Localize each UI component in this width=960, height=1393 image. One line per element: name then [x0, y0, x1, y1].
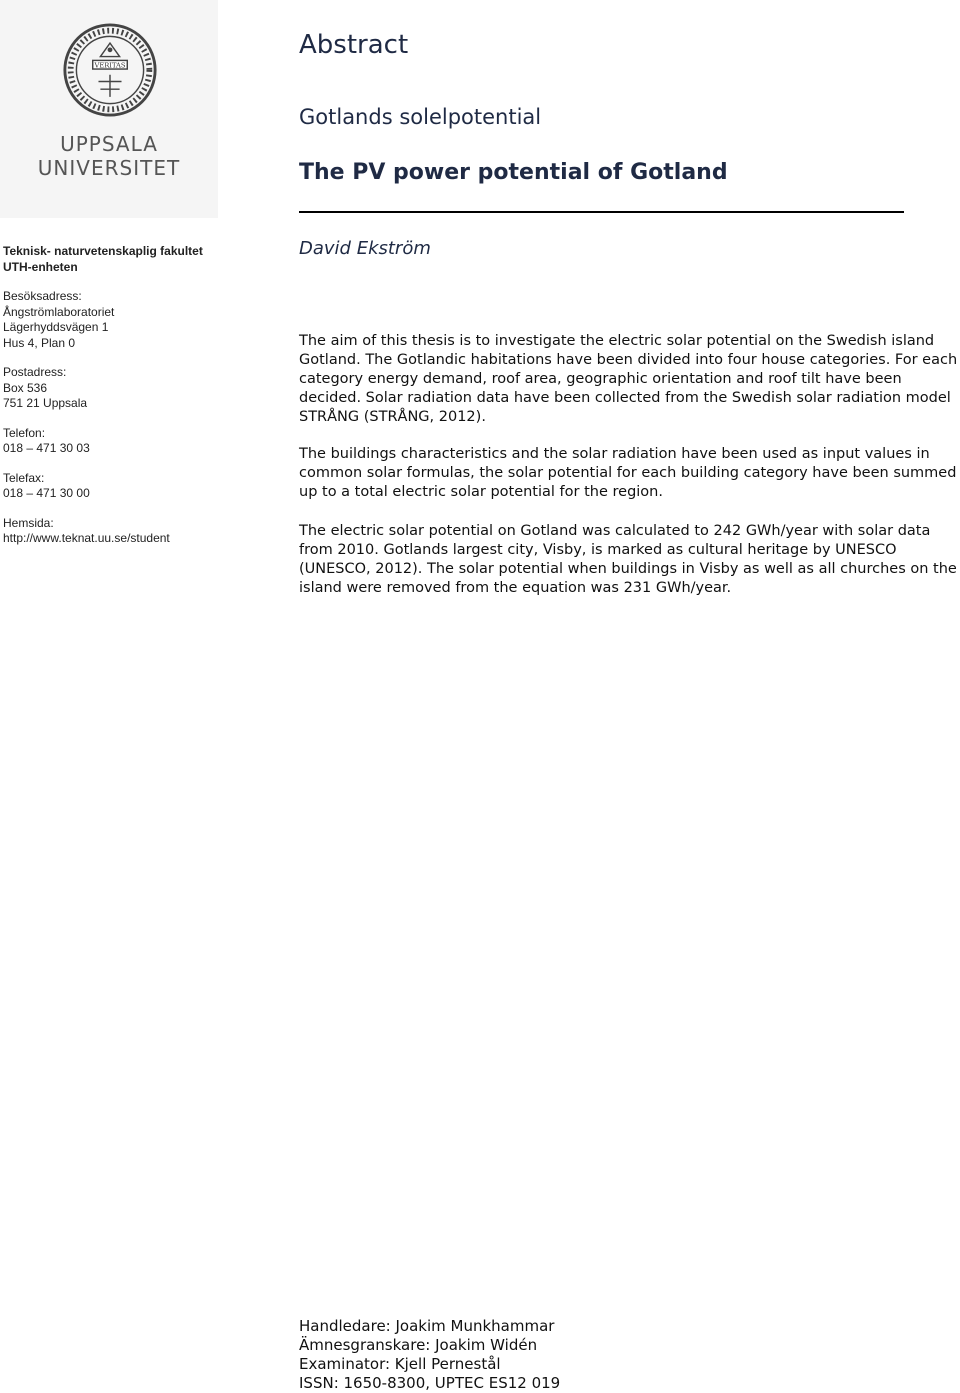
postal-label: Postadress:: [3, 365, 67, 379]
contact-info: [3, 244, 233, 561]
postal-line: Box 536: [3, 380, 48, 395]
subject-reviewer: Ämnesgranskare: Joakim Widén: [299, 1336, 538, 1354]
logo-line-1: UPPSALA: [60, 132, 158, 156]
issn: ISSN: 1650-8300, UPTEC ES12 019: [299, 1374, 561, 1392]
logo-line-2: UNIVERSITET: [37, 156, 181, 180]
visiting-line: Lägerhyddsvägen 1: [3, 320, 109, 334]
page-heading: Abstract: [299, 30, 409, 60]
abstract-paragraph-1: The aim of this thesis is to investigate the electric solar potential on the Swedish island Gotland. The Gotlandic habitations have been divided into four house categories. For each category energy demand, roof area, geographic orientation and roof tilt have been decided. Solar radiation data have been collected from the Swedish solar radiation model STRÅNG (STRÅNG, 2012).: [299, 333, 958, 425]
phone-label: Telefon:: [3, 425, 46, 440]
faculty-unit: UTH-enheten: [3, 259, 78, 274]
phone-block: [3, 426, 233, 457]
fax-block: [3, 471, 233, 502]
postal-address: [3, 365, 233, 412]
visiting-line: Hus 4, Plan 0: [3, 335, 76, 350]
title-swedish: Gotlands solelpotential: [299, 105, 542, 129]
title-english: The PV power potential of Gotland: [299, 160, 728, 185]
visiting-label: Besöksadress:: [3, 289, 82, 303]
website-link[interactable]: http://www.teknat.uu.se/student: [3, 531, 170, 545]
faculty-name: Teknisk- naturvetenskaplig fakultet: [3, 244, 203, 258]
examiner: Examinator: Kjell Pernestål: [299, 1355, 501, 1373]
postal-line: 751 21 Uppsala: [3, 396, 88, 410]
abstract-paragraph-3: The electric solar potential on Gotland was calculated to 242 GWh/year with solar data from 2010. Gotlands largest city, Visby, is marked as cultural heritage by UNESCO (UNESCO, 2012). The solar potential when buildings in Visby as well as all churches on the island were removed from the equation was 231 GWh/year.: [299, 523, 957, 596]
university-logo: [0, 0, 218, 218]
visiting-line: Ångströmlaboratoriet: [3, 304, 115, 319]
website-block: [3, 516, 233, 547]
phone-number: 018 – 471 30 03: [3, 441, 90, 455]
fax-number: 018 – 471 30 00: [3, 486, 90, 500]
fax-label: Telefax:: [3, 470, 45, 485]
faculty-block: [3, 244, 233, 275]
visiting-address: [3, 289, 233, 351]
website-label: Hemsida:: [3, 515, 54, 530]
credits-block: [299, 1317, 560, 1393]
title-divider: [299, 211, 904, 213]
author-name: David Ekström: [299, 238, 431, 259]
abstract-paragraph-2: The buildings characteristics and the solar radiation have been used as input values in common solar formulas, the solar potential for each building category have been summed up to a total electric solar potential for the region.: [299, 446, 957, 500]
university-seal-icon: [62, 22, 158, 118]
svg-text:VERITAS: VERITAS: [94, 61, 126, 70]
supervisor: Handledare: Joakim Munkhammar: [299, 1317, 555, 1335]
